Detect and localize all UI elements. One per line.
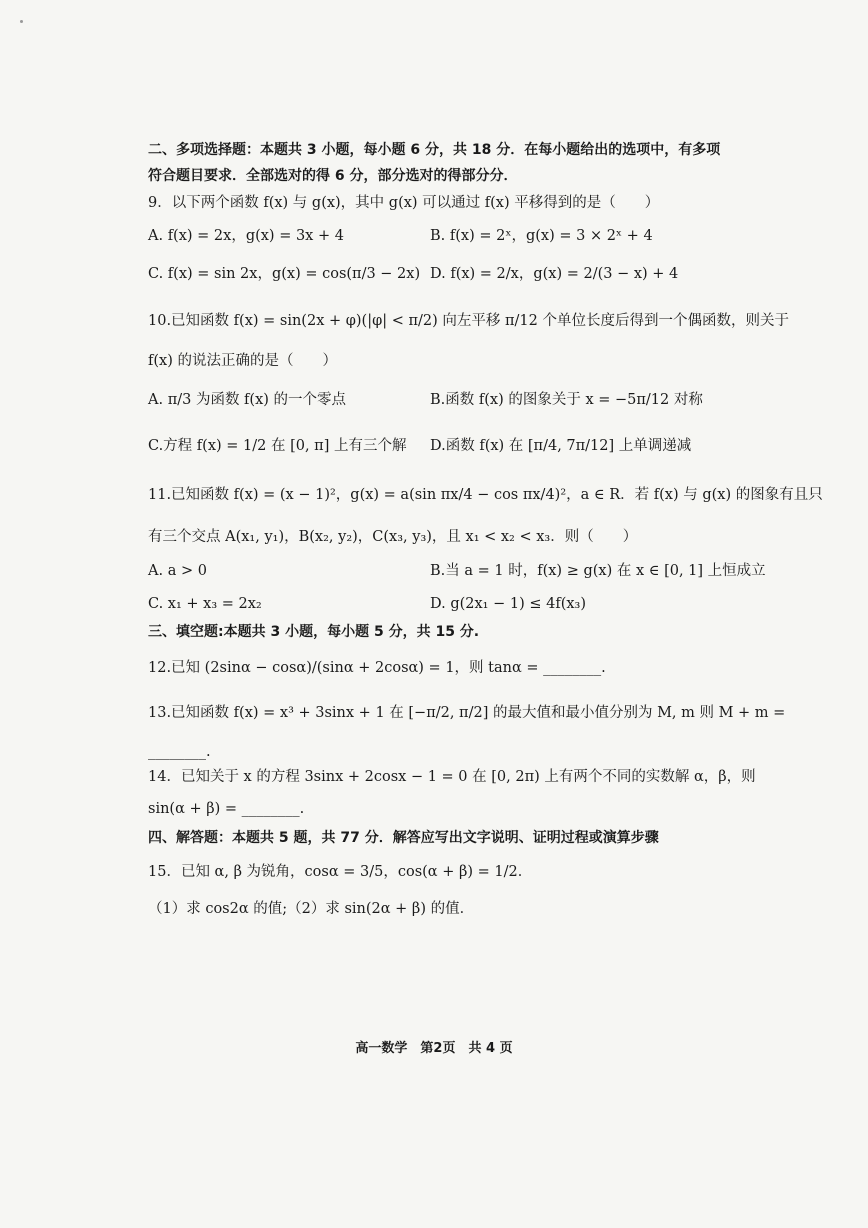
q9-option-c: C. f(x) = sin 2x，g(x) = cos(π/3 − 2x)	[148, 266, 421, 282]
q11-option-a: A. a > 0	[148, 563, 207, 579]
q10-option-d: D.函数 f(x) 在 [π/4, 7π/12] 上单调递减	[430, 438, 692, 454]
q13-line2: ________.	[148, 744, 211, 760]
page-footer: 高一数学 第2页 共 4 页	[355, 1041, 513, 1056]
q10-option-a: A. π/3 为函数 f(x) 的一个零点	[148, 392, 347, 408]
q10-option-b: B.函数 f(x) 的图象关于 x = −5π/12 对称	[430, 392, 703, 408]
section2-heading-line2: 符合题目要求．全部选对的得 6 分，部分选对的得部分分．	[148, 168, 518, 184]
scan-speck	[20, 20, 23, 23]
q9-option-a: A. f(x) = 2x，g(x) = 3x + 4	[148, 228, 344, 244]
q9-option-b: B. f(x) = 2ˣ，g(x) = 3 × 2ˣ + 4	[430, 228, 653, 244]
section4-heading: 四、解答题：本题共 5 题，共 77 分．解答应写出文字说明、证明过程或演算步骤	[148, 830, 659, 846]
q15-stem: 15．已知 α, β 为锐角，cosα = 3/5，cos(α + β) = 1/2．	[148, 864, 533, 880]
q11-stem-line2: 有三个交点 A(x₁, y₁)，B(x₂, y₂)，C(x₃, y₃)，且 x₁ < x₂ < x₃．则（ ）	[148, 529, 638, 545]
q10-stem-line2: f(x) 的说法正确的是（ ）	[148, 353, 337, 369]
q9-stem: 9．以下两个函数 f(x) 与 g(x)，其中 g(x) 可以通过 f(x) 平移得到的是（ ）	[148, 195, 660, 211]
q11-stem-line1: 11.已知函数 f(x) = (x − 1)²，g(x) = a(sin πx/4 − cos πx/4)²，a ∈ R．若 f(x) 与 g(x) 的图象有且只	[148, 487, 823, 503]
q15-parts: （1）求 cos2α 的值;（2）求 sin(2α + β) 的值．	[148, 901, 475, 917]
q10-option-c: C.方程 f(x) = 1/2 在 [0, π] 上有三个解	[148, 438, 407, 454]
q11-option-c: C. x₁ + x₃ = 2x₂	[148, 596, 262, 612]
q12-text: 12.已知 (2sinα − cosα)/(sinα + 2cosα) = 1，则 tanα = ________.	[148, 660, 606, 676]
q14-line1: 14．已知关于 x 的方程 3sinx + 2cosx − 1 = 0 在 [0, 2π) 上有两个不同的实数解 α，β，则	[148, 769, 756, 785]
q10-stem-line1: 10.已知函数 f(x) = sin(2x + φ)(|φ| < π/2) 向左平移 π/12 个单位长度后得到一个偶函数，则关于	[148, 313, 789, 329]
section3-heading: 三、填空题:本题共 3 小题，每小题 5 分，共 15 分.	[148, 624, 480, 640]
section2-heading-line1: 二、多项选择题：本题共 3 小题，每小题 6 分，共 18 分．在每小题给出的选项中，有多项	[148, 142, 721, 158]
q11-option-d: D. g(2x₁ − 1) ≤ 4f(x₃)	[430, 596, 586, 612]
q9-option-d: D. f(x) = 2/x，g(x) = 2/(3 − x) + 4	[430, 266, 679, 282]
q13-line1: 13.已知函数 f(x) = x³ + 3sinx + 1 在 [−π/2, π/2] 的最大值和最小值分别为 M, m 则 M + m =	[148, 705, 786, 721]
q14-line2: sin(α + β) = ________.	[148, 801, 305, 817]
q11-option-b: B.当 a = 1 时，f(x) ≥ g(x) 在 x ∈ [0, 1] 上恒成立	[430, 563, 766, 579]
